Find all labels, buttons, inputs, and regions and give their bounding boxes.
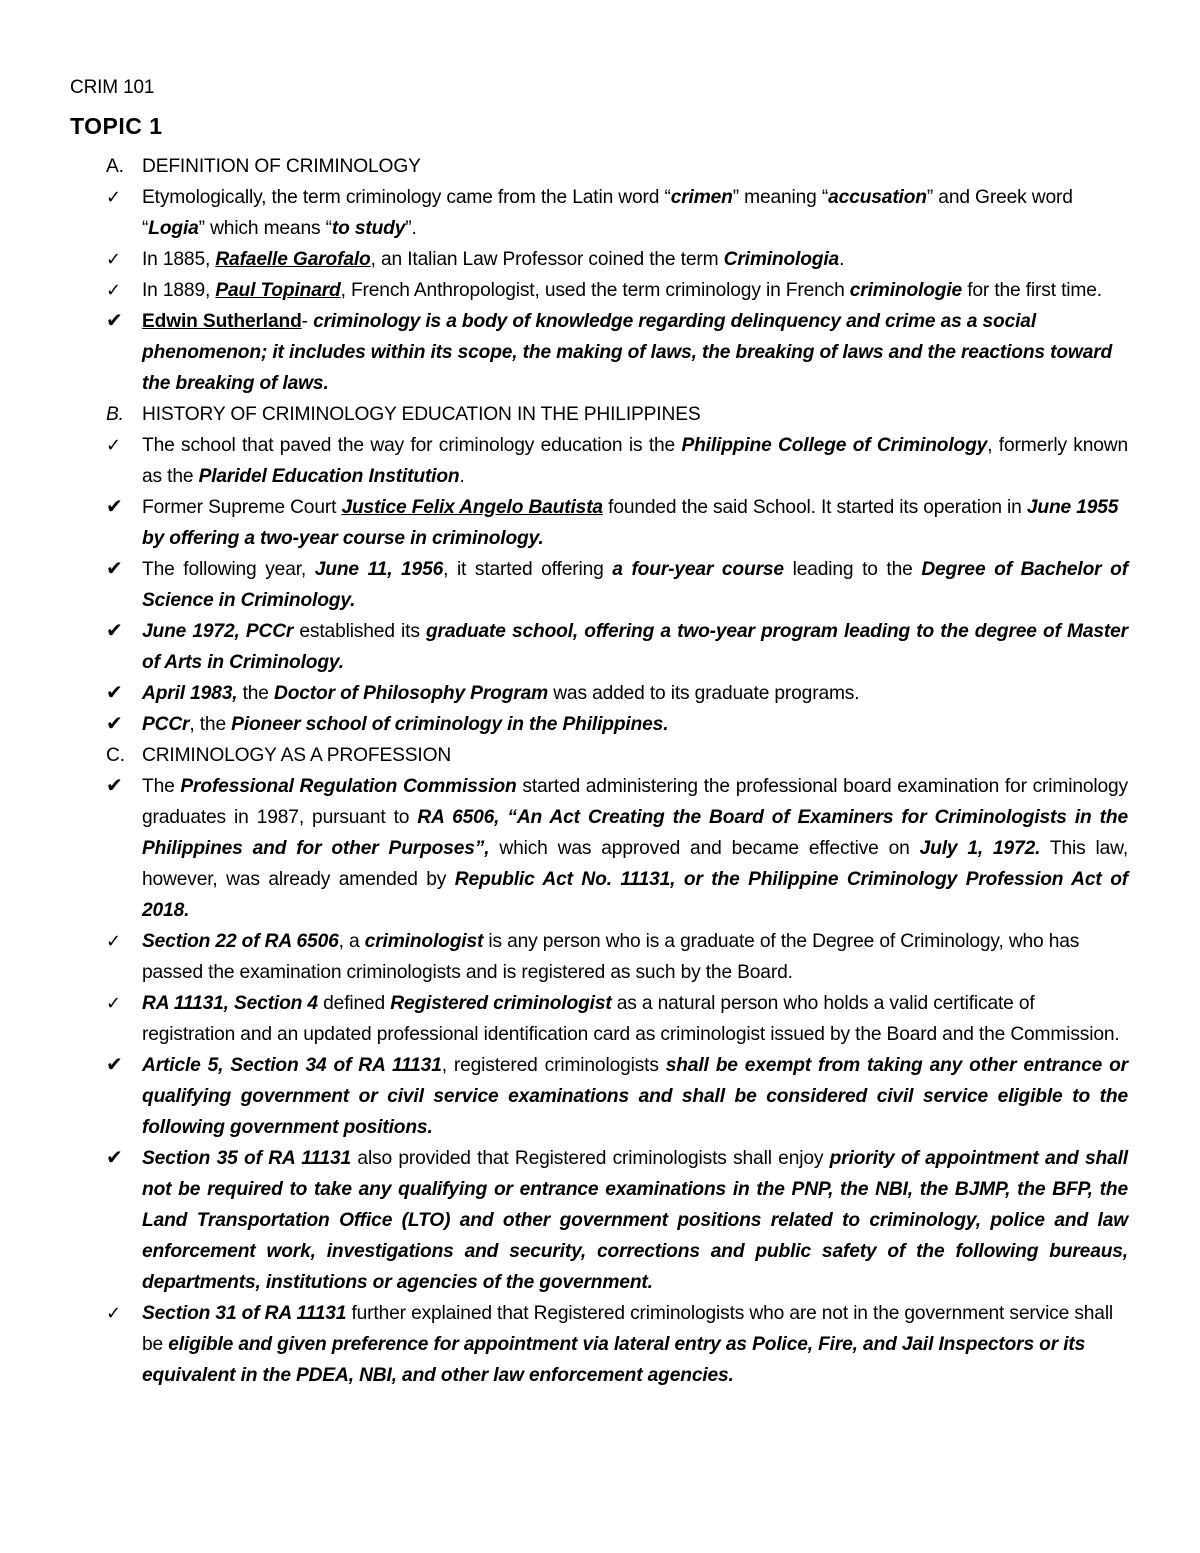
item-text: crimen: [670, 187, 733, 208]
checkmark-icon: ✔: [106, 682, 123, 704]
item-text: ” meaning “: [732, 187, 829, 208]
item-text: Degree of Bachelor of Science in Criminology.: [142, 559, 1128, 611]
item-text: Section 31 of RA 11131: [142, 1303, 347, 1324]
checkmark-icon: ✔: [106, 1147, 123, 1169]
item-text: June 11, 1956: [314, 559, 444, 580]
item-text: Registered criminologist: [390, 993, 612, 1014]
item-text: April 1983,: [142, 683, 238, 704]
item-text: as a natural person who holds a valid certificate of registration and an updated professional identification card as criminologist issued by the Board and the Commission.: [142, 993, 1120, 1045]
list-item: [70, 306, 1128, 399]
checkmark-icon: ✔: [106, 775, 123, 797]
item-text: , an Italian Law Professor coined the term: [370, 249, 724, 270]
item-text: shall be exempt from taking any other entrance or qualifying government or civil service examinations and shall be considered civil service eligible to the following government positions.: [142, 1055, 1128, 1138]
section-letter: A.: [106, 156, 124, 177]
checkmark-icon: ✔: [106, 1054, 123, 1076]
list-item: [70, 430, 1128, 492]
item-text: criminology is a body of knowledge regarding delinquency and crime as a social phenomenon; it includes within its scope, the making of laws, the breaking of laws and the reactions toward the breaking of laws.: [142, 311, 1113, 394]
item-text: In 1885,: [142, 249, 216, 270]
list-item: [70, 616, 1128, 678]
list-item: [70, 554, 1128, 616]
item-text: RA 11131, Section 4: [142, 993, 318, 1014]
item-text: a four-year course: [612, 559, 784, 580]
list-item: [70, 492, 1128, 554]
list-item: [70, 244, 1128, 275]
item-text: .: [839, 249, 845, 270]
item-text: , formerly known as the: [142, 435, 1129, 487]
item-text: priority of appointment and shall not be required to take any qualifying or entrance examinations in the PNP, the NBI, the BJMP, the BFP, the Land Transportation Office (LTO) and other government positions related to criminology, police and law enforcement work, investigations and security, corrections and public safety of the following bureaus, departments, institutions or agencies of the government.: [142, 1148, 1128, 1293]
item-text: , a: [338, 931, 365, 952]
course-code: CRIM 101: [70, 77, 155, 98]
item-text: June 1955 by offering a two-year course in criminology.: [142, 497, 1119, 549]
list-item: [70, 771, 1128, 926]
item-text: , French Anthropologist, used the term criminology in French: [340, 280, 850, 301]
item-text: also provided that Registered criminologists shall enjoy: [351, 1148, 830, 1169]
item-text: for the first time.: [962, 280, 1102, 301]
list-item: [70, 988, 1128, 1050]
checkmark-icon: ✓: [106, 249, 121, 269]
item-text: Article 5, Section 34 of RA 11131: [142, 1055, 442, 1076]
topic-title: TOPIC 1: [70, 113, 163, 139]
item-text: Pioneer school of criminology in the Philippines.: [231, 714, 669, 735]
item-text: , it started offering: [443, 559, 613, 580]
section-heading-a: [70, 151, 1128, 182]
checkmark-icon: ✓: [106, 993, 121, 1013]
section-heading-b: [70, 399, 1128, 430]
item-text: started administering the professional board examination for criminology graduates in 1987, pursuant to: [142, 776, 1128, 828]
section-heading-c: [70, 740, 1128, 771]
item-text: June 1972, PCCr: [142, 621, 294, 642]
item-text: , the: [189, 714, 232, 735]
item-text: Section 22 of RA 6506: [142, 931, 339, 952]
item-text: .: [459, 466, 465, 487]
list-item: [70, 709, 1128, 740]
person-name: Justice Felix Angelo Bautista: [341, 497, 603, 518]
item-text: RA 6506, “An Act Creating the Board of Examiners for Criminologists in the Philippines and for other Purposes”,: [142, 807, 1128, 859]
item-text: eligible and given preference for appointment via lateral entry as Police, Fire, and Jail Inspectors or its equivalent in the PDEA, NBI, and other law enforcement agencies.: [142, 1334, 1086, 1386]
item-text: graduate school, offering a two-year program leading to the degree of Master of Arts in Criminology.: [142, 621, 1128, 673]
item-text: which was approved and became effective on: [489, 838, 920, 859]
item-text: The school that paved the way for criminology education is the: [142, 435, 682, 456]
section-letter: B.: [106, 404, 124, 425]
item-text: to study: [331, 218, 406, 239]
item-text: This law, however, was already amended by: [142, 838, 1128, 890]
item-text: leading to the: [783, 559, 922, 580]
item-text: Former Supreme Court: [142, 497, 342, 518]
item-text: further explained that Registered criminologists who are not in the government service shall be: [142, 1303, 1114, 1355]
item-text: criminologie: [849, 280, 963, 301]
list-item: [70, 1298, 1128, 1391]
section-title: HISTORY OF CRIMINOLOGY EDUCATION IN THE PHILIPPINES: [142, 404, 701, 425]
item-text: Professional Regulation Commission: [180, 776, 517, 797]
item-text: was added to its graduate programs.: [548, 683, 860, 704]
item-text: Etymologically, the term criminology came from the Latin word “: [142, 187, 671, 208]
checkmark-icon: ✓: [106, 1303, 121, 1323]
item-text: Section 35 of RA 11131: [142, 1148, 352, 1169]
section-letter: C.: [106, 745, 125, 766]
item-text: criminologist: [364, 931, 484, 952]
item-text: July 1, 1972.: [919, 838, 1041, 859]
item-text: Doctor of Philosophy Program: [274, 683, 549, 704]
item-text: The: [142, 776, 181, 797]
person-name: Edwin Sutherland: [142, 311, 302, 332]
item-text: founded the said School. It started its operation in: [602, 497, 1027, 518]
item-text: ”.: [405, 218, 417, 239]
item-text: The following year,: [142, 559, 315, 580]
item-text: ” which means “: [198, 218, 332, 239]
item-text: defined: [317, 993, 391, 1014]
item-text: , registered criminologists: [441, 1055, 666, 1076]
checkmark-icon: ✔: [106, 496, 123, 518]
document-body: [70, 72, 1128, 1391]
checkmark-icon: ✓: [106, 435, 121, 455]
item-text: -: [301, 311, 314, 332]
list-item: [70, 678, 1128, 709]
section-title: DEFINITION OF CRIMINOLOGY: [142, 156, 421, 177]
checkmark-icon: ✓: [106, 931, 121, 951]
list-item: [70, 926, 1128, 988]
checkmark-icon: ✔: [106, 620, 123, 642]
person-name: Paul Topinard: [215, 280, 341, 301]
list-item: [70, 1143, 1128, 1298]
section-title: CRIMINOLOGY AS A PROFESSION: [142, 745, 452, 766]
item-text: the: [237, 683, 274, 704]
item-text: PCCr: [142, 714, 190, 735]
checkmark-icon: ✓: [106, 187, 121, 207]
list-item: [70, 182, 1128, 244]
checkmark-icon: ✔: [106, 310, 123, 332]
person-name: Rafaelle Garofalo: [215, 249, 371, 270]
list-item: [70, 1050, 1128, 1143]
checkmark-icon: ✓: [106, 280, 121, 300]
item-text: accusation: [828, 187, 927, 208]
item-text: Logia: [148, 218, 199, 239]
item-text: ” and Greek word “: [142, 187, 1073, 239]
list-item: [70, 275, 1128, 306]
item-text: established its: [293, 621, 426, 642]
checkmark-icon: ✔: [106, 558, 123, 580]
checkmark-icon: ✔: [106, 713, 123, 735]
item-text: In 1889,: [142, 280, 216, 301]
item-text: Philippine College of Criminology: [681, 435, 988, 456]
item-text: is any person who is a graduate of the Degree of Criminology, who has passed the examination criminologists and is registered as such by the Board.: [142, 931, 1080, 983]
item-text: Plaridel Education Institution: [198, 466, 460, 487]
item-text: Republic Act No. 11131, or the Philippine Criminology Profession Act of 2018.: [142, 869, 1128, 921]
item-text: Criminologia: [723, 249, 840, 270]
